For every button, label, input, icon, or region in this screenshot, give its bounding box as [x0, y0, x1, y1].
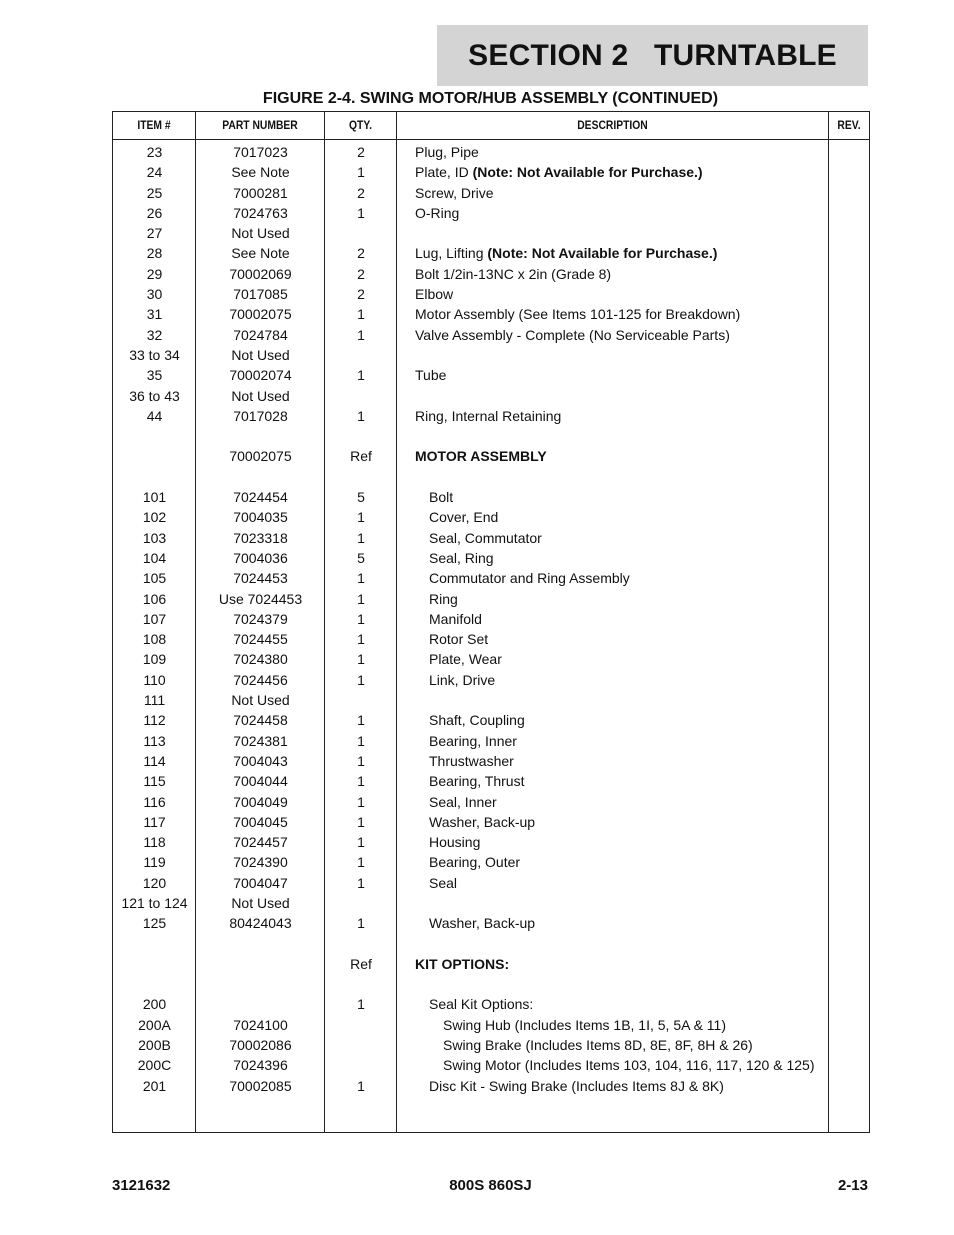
- item-number: 200C: [137, 1057, 172, 1074]
- item-number: 116: [143, 793, 166, 810]
- part-number: 7024456: [233, 671, 288, 688]
- description: [429, 994, 533, 1014]
- item-number: 29: [146, 265, 163, 282]
- quantity: 1: [357, 529, 365, 546]
- description-text: Manifold: [429, 610, 482, 627]
- description: [415, 284, 453, 304]
- item-number: 36 to 43: [129, 387, 180, 404]
- description-bold-text: KIT OPTIONS:: [415, 955, 510, 972]
- item-number: 44: [146, 407, 163, 424]
- table-row: [113, 365, 869, 385]
- table-row: [113, 832, 869, 852]
- part-number: 7004049: [233, 793, 288, 810]
- item-number: 200: [142, 996, 167, 1013]
- description: [415, 162, 703, 182]
- table-row: [113, 792, 869, 812]
- description-text: Washer, Back-up: [429, 915, 536, 932]
- item-number: 23: [146, 144, 163, 160]
- table-row: [113, 548, 869, 568]
- table-row: [113, 852, 869, 872]
- item-number: 105: [142, 570, 167, 587]
- figure-title: FIGURE 2-4. SWING MOTOR/HUB ASSEMBLY (CONTINUED): [262, 90, 719, 107]
- description: [429, 568, 630, 588]
- part-number: 7004047: [233, 874, 288, 891]
- quantity: 2: [357, 245, 365, 262]
- description-text: Swing Brake (Includes Items 8D, 8E, 8F, 8H & 26): [443, 1037, 753, 1054]
- item-number: 110: [143, 671, 166, 688]
- item-number: 28: [146, 245, 163, 262]
- table-row: [113, 893, 869, 913]
- description: [429, 528, 542, 548]
- description: [429, 548, 494, 568]
- item-number: 200A: [138, 1016, 171, 1033]
- header-item: ITEM #: [137, 118, 171, 132]
- description: [415, 365, 446, 385]
- description-text: Lug, Lifting: [415, 245, 488, 262]
- description-text: O-Ring: [415, 204, 460, 221]
- item-number: 102: [142, 509, 167, 526]
- part-number: Not Used: [231, 894, 290, 911]
- part-number: 7024396: [233, 1057, 288, 1074]
- item-number: 33 to 34: [129, 346, 180, 363]
- quantity: 1: [357, 164, 365, 181]
- description-text: Plate, ID: [415, 164, 473, 181]
- header-qty: QTY.: [349, 118, 372, 132]
- description-bold-text: (Note: Not Available for Purchase.): [487, 245, 718, 262]
- table-row: [113, 690, 869, 710]
- description: [429, 873, 457, 893]
- table-row: [113, 589, 869, 609]
- table-row: [113, 731, 869, 751]
- item-number: 115: [143, 773, 166, 790]
- part-number: 7024390: [233, 854, 288, 871]
- table-row: [113, 1055, 869, 1075]
- table-row: [113, 649, 869, 669]
- part-number: Not Used: [231, 387, 290, 404]
- part-number: 7004036: [233, 549, 288, 566]
- item-number: 27: [146, 225, 163, 242]
- quantity: 2: [357, 184, 365, 201]
- table-row: [113, 304, 869, 324]
- item-number: 125: [142, 915, 167, 932]
- table-row: [113, 710, 869, 730]
- quantity: 1: [357, 610, 365, 627]
- table-row: [113, 162, 869, 182]
- footer-model: 800S 860SJ: [449, 1177, 532, 1194]
- table-row: [113, 974, 869, 994]
- description: [415, 406, 561, 426]
- part-number: 7024763: [233, 204, 288, 221]
- table-row: [113, 284, 869, 304]
- quantity: 1: [357, 326, 365, 343]
- description: [443, 1055, 814, 1075]
- table-row: [113, 913, 869, 933]
- table-row: [113, 528, 869, 548]
- table-row: [113, 243, 869, 263]
- quantity: 1: [357, 854, 365, 871]
- quantity: 1: [357, 1077, 365, 1094]
- description: [429, 832, 480, 852]
- header-description: DESCRIPTION: [577, 118, 648, 132]
- table-row: [113, 264, 869, 284]
- quantity: 1: [357, 712, 365, 729]
- part-number: 7024457: [233, 834, 288, 851]
- item-number: 35: [146, 367, 163, 384]
- description: [415, 243, 717, 263]
- description-text: Cover, End: [429, 509, 499, 526]
- description: [429, 670, 495, 690]
- description: [429, 812, 535, 832]
- table-row: [113, 771, 869, 791]
- description-text: Housing: [429, 834, 481, 851]
- part-number: 70002069: [229, 265, 292, 282]
- table-row: [113, 568, 869, 588]
- table-row: [113, 142, 869, 162]
- description: [429, 629, 488, 649]
- table-row: [113, 406, 869, 426]
- description-text: Bolt 1/2in-13NC x 2in (Grade 8): [415, 265, 612, 282]
- item-number: 200B: [138, 1037, 171, 1054]
- description-text: Plate, Wear: [429, 651, 502, 668]
- description-text: Disc Kit - Swing Brake (Includes Items 8J & 8K): [429, 1077, 724, 1094]
- item-number: 101: [142, 489, 167, 506]
- table-row: [113, 467, 869, 487]
- item-number: 119: [143, 854, 166, 871]
- description-text: Ring, Internal Retaining: [415, 407, 562, 424]
- part-number: 7024458: [233, 712, 288, 729]
- part-number: 7004044: [233, 773, 288, 790]
- parts-table: [112, 111, 870, 1133]
- part-number: 7004045: [233, 813, 288, 830]
- part-number: See Note: [231, 245, 290, 262]
- item-number: 120: [142, 874, 167, 891]
- table-row: [113, 609, 869, 629]
- quantity: 1: [357, 590, 365, 607]
- description-text: Motor Assembly (See Items 101-125 for Breakdown): [415, 306, 741, 323]
- description-text: Washer, Back-up: [429, 813, 536, 830]
- quantity: 1: [357, 793, 365, 810]
- part-number: 7017028: [233, 407, 288, 424]
- part-number: 70002075: [229, 306, 292, 323]
- header-rev: REV.: [837, 118, 861, 132]
- part-number: 7017023: [233, 144, 288, 160]
- item-number: 121 to 124: [121, 894, 188, 911]
- description: [429, 487, 453, 507]
- description: [415, 325, 730, 345]
- description: [429, 751, 514, 771]
- item-number: 104: [142, 549, 167, 566]
- description-text: Seal, Inner: [429, 793, 497, 810]
- description-text: Tube: [415, 367, 447, 384]
- description-text: Plug, Pipe: [415, 144, 479, 160]
- part-number: 7017085: [233, 286, 288, 303]
- description: [415, 264, 611, 284]
- table-row: [113, 873, 869, 893]
- item-number: 25: [146, 184, 163, 201]
- item-number: 108: [142, 631, 167, 648]
- table-row: [113, 934, 869, 954]
- table-row: [113, 487, 869, 507]
- item-number: 112: [143, 712, 166, 729]
- quantity: 1: [357, 367, 365, 384]
- table-row: [113, 223, 869, 243]
- part-number: 7024100: [233, 1016, 288, 1033]
- header-divider: [113, 139, 869, 140]
- part-number: 7000281: [233, 184, 288, 201]
- quantity: 1: [357, 996, 365, 1013]
- table-row: [113, 994, 869, 1014]
- description-text: Thrustwasher: [429, 752, 514, 769]
- description-text: Valve Assembly - Complete (No Serviceable Parts): [415, 326, 730, 343]
- description: [429, 913, 535, 933]
- table-row: [113, 1015, 869, 1035]
- part-number: Not Used: [231, 225, 290, 242]
- part-number: 7023318: [233, 529, 288, 546]
- item-number: 24: [146, 164, 163, 181]
- description: [429, 731, 517, 751]
- description-text: Bearing, Inner: [429, 732, 517, 749]
- quantity: 2: [357, 144, 365, 160]
- footer-page-number: 2-13: [837, 1177, 868, 1194]
- section-banner: [437, 25, 868, 86]
- part-number: See Note: [231, 164, 290, 181]
- table-body: [113, 142, 869, 1096]
- quantity: 1: [357, 509, 365, 526]
- description-text: Bearing, Thrust: [429, 773, 525, 790]
- part-number: 70002085: [229, 1077, 292, 1094]
- header-part-number: PART NUMBER: [222, 118, 298, 132]
- description-text: Ring: [429, 590, 458, 607]
- part-number: 70002086: [229, 1037, 292, 1054]
- description-text: Swing Hub (Includes Items 1B, 1I, 5, 5A & 11): [443, 1016, 726, 1033]
- part-number: 7024454: [233, 489, 288, 506]
- item-number: 31: [146, 306, 163, 323]
- quantity: 1: [357, 732, 365, 749]
- description-text: Seal, Commutator: [429, 529, 542, 546]
- part-number: 7004043: [233, 752, 288, 769]
- description: [429, 609, 482, 629]
- item-number: 114: [143, 752, 166, 769]
- description: [429, 771, 524, 791]
- item-number: 30: [146, 286, 163, 303]
- part-number: 80424043: [229, 915, 292, 932]
- description-text: Swing Motor (Includes Items 103, 104, 116, 117, 120 & 125): [443, 1057, 815, 1074]
- part-number: 7024379: [233, 610, 288, 627]
- quantity: Ref: [350, 448, 372, 465]
- description-text: Bolt: [429, 489, 454, 506]
- description-text: Seal Kit Options:: [429, 996, 534, 1013]
- table-row: [113, 345, 869, 365]
- table-row: [113, 1076, 869, 1096]
- item-number: 106: [142, 590, 167, 607]
- table-row: [113, 446, 869, 466]
- footer-doc-number: 3121632: [112, 1177, 171, 1194]
- description: [415, 203, 459, 223]
- quantity: 1: [357, 651, 365, 668]
- quantity: 1: [357, 834, 365, 851]
- quantity: 2: [357, 265, 365, 282]
- quantity: 1: [357, 570, 365, 587]
- description: [415, 954, 509, 974]
- item-number: 113: [143, 732, 166, 749]
- part-number: 7024381: [233, 732, 288, 749]
- section-title: SECTION 2 TURNTABLE: [468, 38, 837, 72]
- description-text: Seal, Ring: [429, 549, 494, 566]
- description: [429, 1076, 724, 1096]
- quantity: 1: [357, 752, 365, 769]
- description: [429, 710, 525, 730]
- description-bold-text: MOTOR ASSEMBLY: [415, 448, 547, 465]
- item-number: 118: [143, 834, 166, 851]
- part-number: 7024784: [233, 326, 288, 343]
- description-text: Seal: [429, 874, 458, 891]
- quantity: 1: [357, 915, 365, 932]
- description-text: Link, Drive: [429, 671, 496, 688]
- part-number: Not Used: [231, 346, 290, 363]
- table-row: [113, 183, 869, 203]
- table-row: [113, 426, 869, 446]
- table-row: [113, 954, 869, 974]
- description: [443, 1015, 726, 1035]
- item-number: 111: [143, 692, 166, 709]
- description: [443, 1035, 753, 1055]
- part-number: 70002074: [229, 367, 292, 384]
- part-number: Use 7024453: [218, 590, 303, 607]
- quantity: 1: [357, 813, 365, 830]
- item-number: 109: [142, 651, 167, 668]
- item-number: 32: [146, 326, 163, 343]
- description-text: Elbow: [415, 286, 454, 303]
- part-number: 7024380: [233, 651, 288, 668]
- part-number: 7004035: [233, 509, 288, 526]
- table-row: [113, 1035, 869, 1055]
- quantity: 5: [357, 549, 365, 566]
- quantity: 2: [357, 286, 365, 303]
- item-number: 117: [143, 813, 166, 830]
- description: [429, 852, 520, 872]
- table-row: [113, 203, 869, 223]
- quantity: 1: [357, 306, 365, 323]
- description-text: Rotor Set: [429, 631, 489, 648]
- quantity: Ref: [350, 955, 372, 972]
- table-row: [113, 751, 869, 771]
- description-text: Commutator and Ring Assembly: [429, 570, 630, 587]
- description-bold-text: (Note: Not Available for Purchase.): [472, 164, 703, 181]
- quantity: 1: [357, 773, 365, 790]
- part-number: Not Used: [231, 692, 290, 709]
- item-number: 107: [142, 610, 167, 627]
- description: [429, 589, 458, 609]
- table-row: [113, 386, 869, 406]
- description: [415, 142, 479, 162]
- quantity: 1: [357, 631, 365, 648]
- description: [415, 446, 547, 466]
- table-row: [113, 629, 869, 649]
- quantity: 1: [357, 204, 365, 221]
- description-text: Screw, Drive: [415, 184, 494, 201]
- table-row: [113, 507, 869, 527]
- table-row: [113, 670, 869, 690]
- quantity: 5: [357, 489, 365, 506]
- description: [429, 507, 498, 527]
- description-text: Bearing, Outer: [429, 854, 521, 871]
- quantity: 1: [357, 874, 365, 891]
- item-number: 103: [142, 529, 167, 546]
- part-number: 7024455: [233, 631, 288, 648]
- table-row: [113, 812, 869, 832]
- item-number: 26: [146, 204, 163, 221]
- description: [429, 649, 502, 669]
- part-number: 7024453: [233, 570, 288, 587]
- description: [429, 792, 497, 812]
- description: [415, 183, 494, 203]
- description: [415, 304, 740, 324]
- part-number: 70002075: [229, 448, 292, 465]
- quantity: 1: [357, 407, 365, 424]
- item-number: 201: [142, 1077, 167, 1094]
- table-row: [113, 325, 869, 345]
- quantity: 1: [357, 671, 365, 688]
- description-text: Shaft, Coupling: [429, 712, 525, 729]
